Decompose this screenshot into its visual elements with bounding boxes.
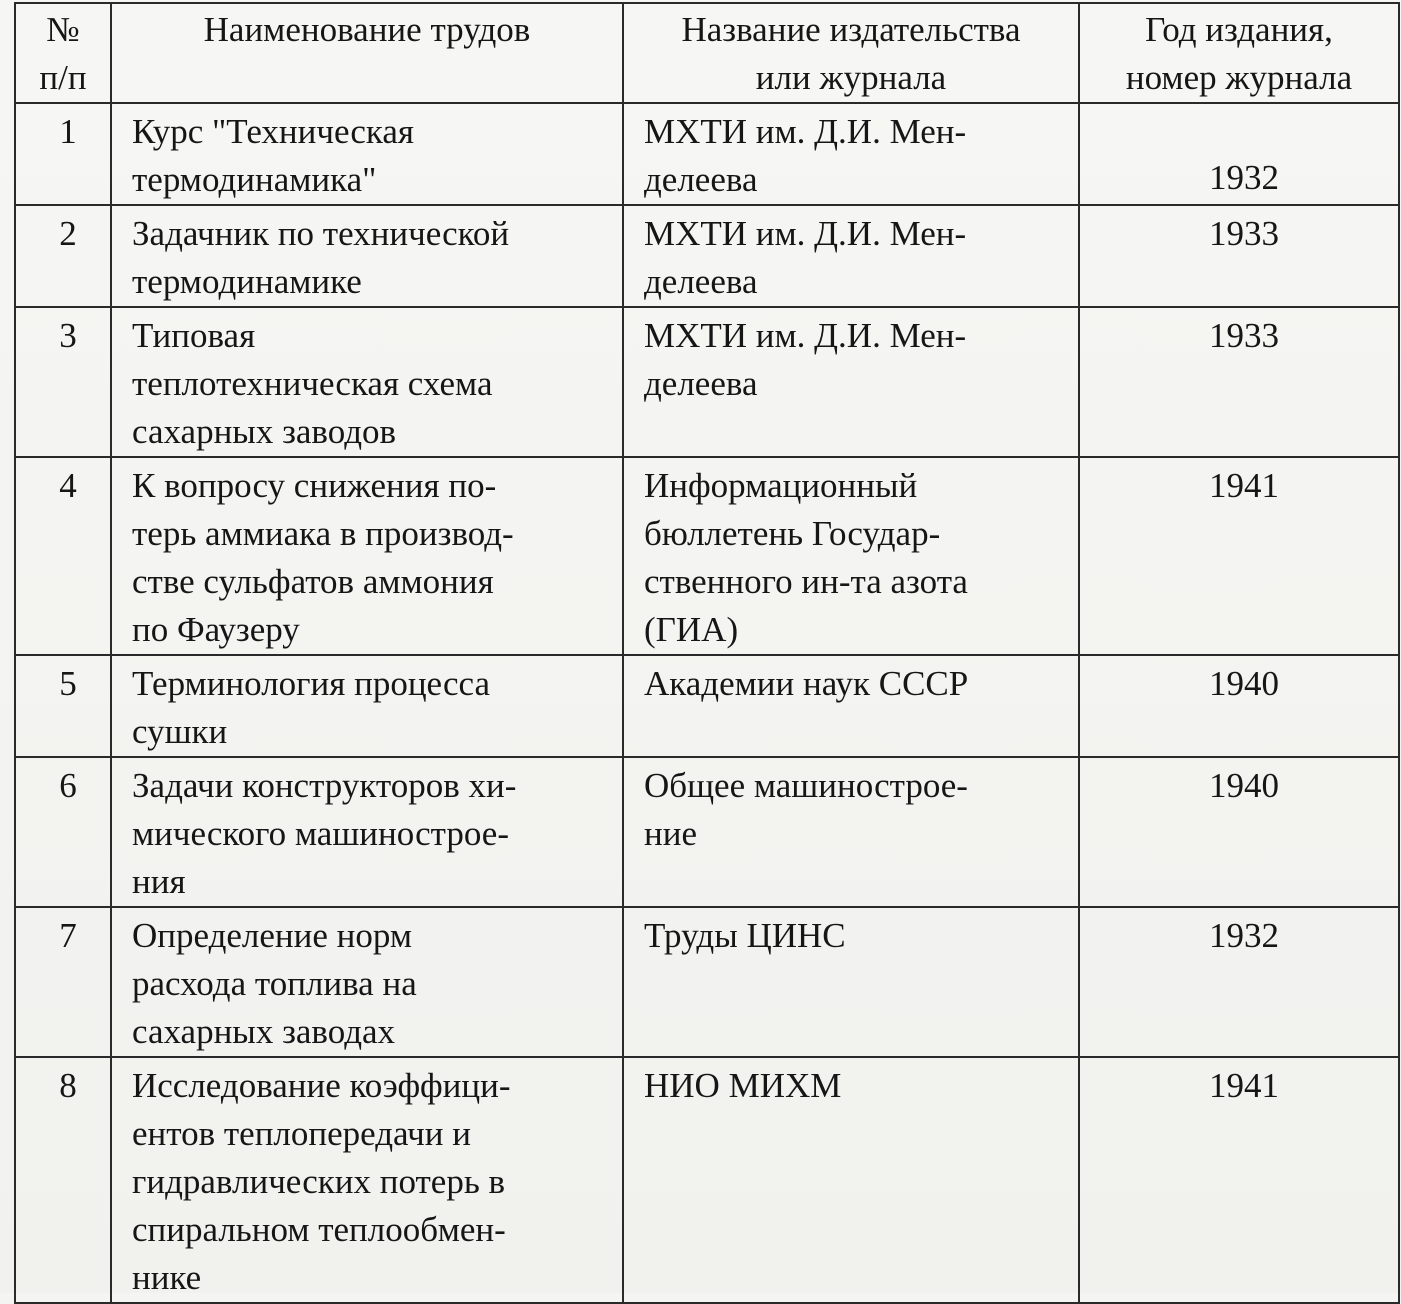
year: 1940 — [1079, 655, 1399, 757]
table-row — [15, 307, 1399, 457]
row-number: 8 — [15, 1057, 111, 1303]
publisher: Труды ЦИНС — [623, 907, 1079, 1057]
table-row — [15, 205, 1399, 307]
row-number: 2 — [15, 205, 111, 307]
table-row — [15, 103, 1399, 205]
publisher: Академии наук СССР — [623, 655, 1079, 757]
year: 1933 — [1079, 205, 1399, 307]
row-number: 4 — [15, 457, 111, 655]
year: 1941 — [1079, 1057, 1399, 1303]
header-year: Год издания, номер журнала — [1079, 3, 1399, 103]
work-title: Задачник по технической термодинамике — [111, 205, 623, 307]
publisher: МХТИ им. Д.И. Мен- делеева — [623, 103, 1079, 205]
publisher: Общее машинострое- ние — [623, 757, 1079, 907]
year: 1933 — [1079, 307, 1399, 457]
table-row — [15, 1057, 1399, 1303]
row-number: 1 — [15, 103, 111, 205]
year: 1932 — [1079, 103, 1399, 205]
header-publisher: Название издательства или журнала — [623, 3, 1079, 103]
row-number: 5 — [15, 655, 111, 757]
work-title: Определение норм расхода топлива на сахарных заводах — [111, 907, 623, 1057]
publisher: МХТИ им. Д.И. Мен- делеева — [623, 307, 1079, 457]
table-row — [15, 457, 1399, 655]
row-number: 3 — [15, 307, 111, 457]
work-title: Курс "Техническая термодинамика" — [111, 103, 623, 205]
work-title: К вопросу снижения по- терь аммиака в производ- стве сульфатов аммония по Фаузеру — [111, 457, 623, 655]
work-title: Типовая теплотехническая схема сахарных заводов — [111, 307, 623, 457]
row-number: 7 — [15, 907, 111, 1057]
publisher: НИО МИХМ — [623, 1057, 1079, 1303]
table-header-row — [15, 3, 1399, 103]
header-number: № п/п — [15, 3, 111, 103]
year: 1941 — [1079, 457, 1399, 655]
header-title: Наименование трудов — [111, 3, 623, 103]
row-number: 6 — [15, 757, 111, 907]
publisher: МХТИ им. Д.И. Мен- делеева — [623, 205, 1079, 307]
work-title: Исследование коэффици- ентов теплопередачи и гидравлических потерь в спиральном теплообмен- нике — [111, 1057, 623, 1303]
year: 1940 — [1079, 757, 1399, 907]
table-row — [15, 655, 1399, 757]
work-title: Терминология процесса сушки — [111, 655, 623, 757]
work-title: Задачи конструкторов хи- мического машинострое- ния — [111, 757, 623, 907]
publications-table — [14, 2, 1400, 1304]
publisher: Информационный бюллетень Государ- ственного ин-та азота (ГИА) — [623, 457, 1079, 655]
table-row — [15, 757, 1399, 907]
year: 1932 — [1079, 907, 1399, 1057]
table-row — [15, 907, 1399, 1057]
